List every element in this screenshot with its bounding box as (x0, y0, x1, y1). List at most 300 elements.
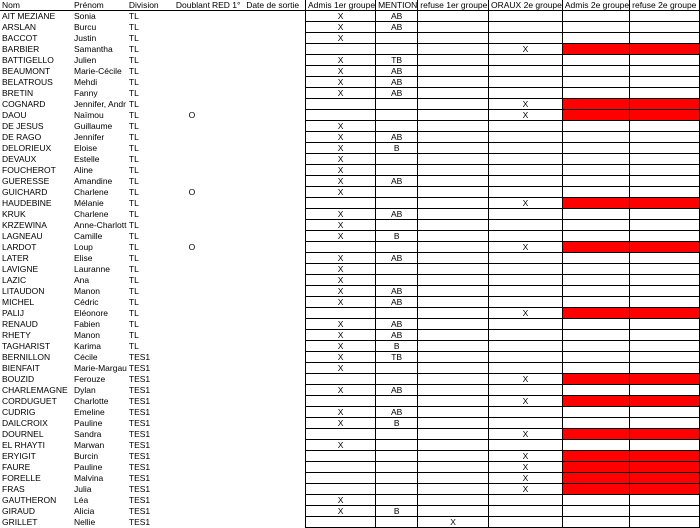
cell-division[interactable]: TES1 (128, 440, 151, 450)
cell-prenom[interactable]: Samantha (74, 44, 113, 54)
cell-doublant[interactable] (174, 154, 210, 165)
cell-admis-1er-groupe[interactable]: X (305, 209, 375, 220)
cell-refuse-2e-groupe[interactable] (630, 495, 700, 506)
cell-admis-2e-groupe[interactable] (562, 110, 629, 121)
cell-red[interactable] (210, 363, 244, 374)
cell-prenom[interactable]: Amandine (74, 176, 113, 186)
cell-mention[interactable]: AB (376, 253, 418, 264)
cell-prenom[interactable]: Naïmou (74, 110, 104, 120)
cell-nom[interactable]: DE RAGO (2, 132, 42, 142)
cell-nom[interactable]: RHETY (2, 330, 31, 340)
cell-date-sortie[interactable] (244, 44, 305, 55)
cell-nom[interactable]: LAGNEAU (2, 231, 43, 241)
cell-mention[interactable] (376, 275, 418, 286)
cell-doublant[interactable]: O (188, 242, 196, 252)
header-date-sortie[interactable]: Date de sortie (244, 0, 305, 11)
cell-admis-2e-groupe[interactable] (562, 440, 629, 451)
cell-doublant[interactable] (174, 77, 210, 88)
cell-mention[interactable] (376, 165, 418, 176)
cell-admis-1er-groupe[interactable] (305, 396, 375, 407)
cell-division[interactable]: TL (128, 297, 139, 307)
cell-red[interactable] (210, 385, 244, 396)
cell-admis-1er-groupe[interactable]: X (305, 11, 375, 22)
cell-date-sortie[interactable] (244, 11, 305, 22)
cell-division[interactable]: TES1 (128, 374, 151, 384)
cell-refuse-2e-groupe[interactable] (630, 220, 700, 231)
cell-red[interactable] (210, 275, 244, 286)
cell-refuse-2e-groupe[interactable] (630, 462, 700, 473)
cell-refuse-1er-groupe[interactable] (418, 374, 489, 385)
cell-admis-2e-groupe[interactable] (562, 77, 629, 88)
cell-refuse-1er-groupe[interactable] (418, 451, 489, 462)
cell-red[interactable] (210, 132, 244, 143)
cell-refuse-1er-groupe[interactable] (418, 77, 489, 88)
cell-refuse-2e-groupe[interactable] (630, 506, 700, 517)
header-admis-2e-groupe[interactable]: Admis 2e groupe (562, 0, 629, 11)
cell-date-sortie[interactable] (244, 418, 305, 429)
cell-doublant[interactable]: O (188, 187, 196, 197)
cell-oraux-2e-groupe[interactable] (489, 385, 563, 396)
cell-admis-1er-groupe[interactable]: X (305, 187, 375, 198)
cell-nom[interactable]: ERYIGIT (2, 451, 36, 461)
cell-nom[interactable]: BERNILLON (2, 352, 51, 362)
cell-refuse-2e-groupe[interactable] (630, 440, 700, 451)
cell-division[interactable]: TL (128, 22, 139, 32)
cell-admis-2e-groupe[interactable] (562, 385, 629, 396)
cell-admis-2e-groupe[interactable] (562, 165, 629, 176)
cell-oraux-2e-groupe[interactable]: X (489, 374, 563, 385)
cell-oraux-2e-groupe[interactable] (489, 264, 563, 275)
cell-admis-1er-groupe[interactable]: X (305, 275, 375, 286)
cell-doublant[interactable] (174, 484, 210, 495)
cell-oraux-2e-groupe[interactable]: X (489, 462, 563, 473)
cell-refuse-1er-groupe[interactable] (418, 429, 489, 440)
cell-admis-2e-groupe[interactable] (562, 495, 629, 506)
cell-admis-1er-groupe[interactable]: X (305, 33, 375, 44)
cell-admis-1er-groupe[interactable]: X (305, 231, 375, 242)
cell-refuse-1er-groupe[interactable] (418, 88, 489, 99)
cell-doublant[interactable] (174, 286, 210, 297)
cell-red[interactable] (210, 143, 244, 154)
cell-division[interactable]: TES1 (128, 462, 151, 472)
cell-oraux-2e-groupe[interactable] (489, 517, 563, 528)
cell-oraux-2e-groupe[interactable] (489, 495, 563, 506)
cell-mention[interactable]: B (376, 341, 418, 352)
cell-refuse-1er-groupe[interactable] (418, 231, 489, 242)
cell-refuse-1er-groupe[interactable] (418, 407, 489, 418)
cell-nom[interactable]: ARSLAN (2, 22, 37, 32)
cell-division[interactable]: TES1 (128, 484, 151, 494)
cell-refuse-2e-groupe[interactable] (630, 286, 700, 297)
cell-date-sortie[interactable] (244, 121, 305, 132)
cell-admis-1er-groupe[interactable]: X (305, 253, 375, 264)
cell-division[interactable]: TL (128, 121, 139, 131)
cell-admis-1er-groupe[interactable]: X (305, 143, 375, 154)
cell-division[interactable]: TL (128, 220, 139, 230)
cell-date-sortie[interactable] (244, 154, 305, 165)
cell-division[interactable]: TL (128, 110, 139, 120)
cell-red[interactable] (210, 451, 244, 462)
cell-prenom[interactable]: Manon (74, 286, 100, 296)
cell-nom[interactable]: DOURNEL (2, 429, 44, 439)
cell-admis-1er-groupe[interactable]: X (305, 176, 375, 187)
cell-prenom[interactable]: Cédric (74, 297, 99, 307)
cell-admis-2e-groupe[interactable] (562, 319, 629, 330)
cell-mention[interactable] (376, 33, 418, 44)
cell-mention[interactable] (376, 110, 418, 121)
cell-doublant[interactable] (174, 352, 210, 363)
cell-admis-1er-groupe[interactable]: X (305, 297, 375, 308)
cell-refuse-1er-groupe[interactable] (418, 242, 489, 253)
cell-division[interactable]: TL (128, 275, 139, 285)
cell-nom[interactable]: DAOU (2, 110, 27, 120)
cell-oraux-2e-groupe[interactable] (489, 297, 563, 308)
cell-date-sortie[interactable] (244, 363, 305, 374)
cell-refuse-2e-groupe[interactable] (630, 319, 700, 330)
cell-red[interactable] (210, 165, 244, 176)
cell-refuse-1er-groupe[interactable] (418, 99, 489, 110)
cell-admis-1er-groupe[interactable] (305, 517, 375, 528)
cell-refuse-2e-groupe[interactable] (630, 297, 700, 308)
cell-refuse-1er-groupe[interactable] (418, 165, 489, 176)
cell-doublant[interactable] (174, 11, 210, 22)
cell-refuse-1er-groupe[interactable] (418, 330, 489, 341)
cell-refuse-2e-groupe[interactable] (630, 341, 700, 352)
cell-date-sortie[interactable] (244, 308, 305, 319)
cell-prenom[interactable]: Eléonore (74, 308, 109, 318)
header-doublant[interactable]: Doublant (175, 0, 210, 10)
cell-refuse-2e-groupe[interactable] (630, 275, 700, 286)
cell-refuse-2e-groupe[interactable] (630, 143, 700, 154)
cell-prenom[interactable]: Fanny (74, 88, 98, 98)
cell-nom[interactable]: BOUZID (2, 374, 35, 384)
cell-oraux-2e-groupe[interactable]: X (489, 451, 563, 462)
cell-division[interactable]: TL (128, 154, 139, 164)
cell-oraux-2e-groupe[interactable] (489, 286, 563, 297)
cell-date-sortie[interactable] (244, 374, 305, 385)
cell-refuse-2e-groupe[interactable] (630, 363, 700, 374)
cell-nom[interactable]: BELATROUS (2, 77, 53, 87)
header-division[interactable]: Division (127, 0, 174, 11)
cell-doublant[interactable] (174, 418, 210, 429)
cell-admis-2e-groupe[interactable] (562, 99, 629, 110)
cell-admis-1er-groupe[interactable] (305, 308, 375, 319)
cell-admis-2e-groupe[interactable] (562, 253, 629, 264)
cell-doublant[interactable] (174, 176, 210, 187)
cell-prenom[interactable]: Nellie (74, 517, 96, 527)
cell-division[interactable]: TES1 (128, 473, 151, 483)
cell-mention[interactable]: AB (376, 319, 418, 330)
cell-admis-2e-groupe[interactable] (562, 517, 629, 528)
cell-refuse-1er-groupe[interactable] (418, 264, 489, 275)
cell-red[interactable] (210, 374, 244, 385)
cell-refuse-2e-groupe[interactable] (630, 330, 700, 341)
cell-admis-1er-groupe[interactable]: X (305, 330, 375, 341)
cell-refuse-2e-groupe[interactable] (630, 253, 700, 264)
cell-admis-1er-groupe[interactable] (305, 451, 375, 462)
cell-date-sortie[interactable] (244, 506, 305, 517)
cell-admis-2e-groupe[interactable] (562, 275, 629, 286)
cell-date-sortie[interactable] (244, 198, 305, 209)
cell-nom[interactable]: BIENFAIT (2, 363, 40, 373)
cell-prenom[interactable]: Mélanie (74, 198, 104, 208)
cell-nom[interactable]: GAUTHERON (2, 495, 57, 505)
cell-mention[interactable]: B (376, 506, 418, 517)
cell-refuse-1er-groupe[interactable] (418, 418, 489, 429)
cell-red[interactable] (210, 440, 244, 451)
cell-date-sortie[interactable] (244, 77, 305, 88)
cell-date-sortie[interactable] (244, 484, 305, 495)
cell-date-sortie[interactable] (244, 330, 305, 341)
cell-division[interactable]: TES1 (128, 418, 151, 428)
cell-refuse-2e-groupe[interactable] (630, 451, 700, 462)
cell-doublant[interactable] (174, 264, 210, 275)
cell-nom[interactable]: LITAUDON (2, 286, 45, 296)
cell-nom[interactable]: MICHEL (2, 297, 35, 307)
cell-nom[interactable]: GRILLET (2, 517, 38, 527)
cell-mention[interactable] (376, 220, 418, 231)
cell-doublant[interactable] (174, 121, 210, 132)
cell-prenom[interactable]: Jennifer, Andr (74, 99, 126, 109)
cell-mention[interactable] (376, 363, 418, 374)
cell-division[interactable]: TL (128, 66, 139, 76)
cell-admis-1er-groupe[interactable]: X (305, 286, 375, 297)
cell-admis-2e-groupe[interactable] (562, 176, 629, 187)
cell-refuse-2e-groupe[interactable] (630, 429, 700, 440)
cell-admis-2e-groupe[interactable] (562, 407, 629, 418)
cell-date-sortie[interactable] (244, 231, 305, 242)
cell-division[interactable]: TL (128, 308, 139, 318)
cell-oraux-2e-groupe[interactable]: X (489, 99, 563, 110)
cell-prenom[interactable]: Burcu (74, 22, 97, 32)
cell-doublant[interactable] (174, 495, 210, 506)
cell-nom[interactable]: AIT MEZIANE (2, 11, 56, 22)
cell-red[interactable] (210, 517, 244, 528)
cell-doublant[interactable] (174, 385, 210, 396)
cell-admis-1er-groupe[interactable]: X (305, 407, 375, 418)
cell-oraux-2e-groupe[interactable] (489, 55, 563, 66)
cell-admis-2e-groupe[interactable] (562, 22, 629, 33)
cell-refuse-1er-groupe[interactable] (418, 506, 489, 517)
cell-division[interactable]: TL (128, 77, 139, 87)
cell-prenom[interactable]: Anne-Charlott (74, 220, 127, 230)
cell-red[interactable] (210, 407, 244, 418)
cell-refuse-2e-groupe[interactable] (630, 55, 700, 66)
cell-prenom[interactable]: Marwan (74, 440, 105, 450)
cell-nom[interactable]: EL RHAYTI (2, 440, 45, 450)
cell-date-sortie[interactable] (244, 242, 305, 253)
cell-refuse-1er-groupe[interactable] (418, 220, 489, 231)
cell-prenom[interactable]: Camille (74, 231, 103, 241)
cell-date-sortie[interactable] (244, 462, 305, 473)
cell-refuse-2e-groupe[interactable] (630, 176, 700, 187)
cell-doublant[interactable] (174, 319, 210, 330)
cell-red[interactable] (210, 154, 244, 165)
cell-division[interactable]: TES1 (128, 363, 151, 373)
cell-oraux-2e-groupe[interactable] (489, 506, 563, 517)
cell-refuse-2e-groupe[interactable] (630, 407, 700, 418)
cell-doublant[interactable] (174, 429, 210, 440)
cell-date-sortie[interactable] (244, 132, 305, 143)
cell-date-sortie[interactable] (244, 187, 305, 198)
cell-nom[interactable]: LAVIGNE (2, 264, 39, 274)
cell-admis-2e-groupe[interactable] (562, 396, 629, 407)
cell-mention[interactable]: B (376, 231, 418, 242)
cell-date-sortie[interactable] (244, 55, 305, 66)
cell-refuse-2e-groupe[interactable] (630, 88, 700, 99)
cell-division[interactable]: TL (128, 44, 139, 54)
cell-doublant[interactable] (174, 99, 210, 110)
cell-admis-2e-groupe[interactable] (562, 242, 629, 253)
cell-red[interactable] (210, 495, 244, 506)
cell-admis-2e-groupe[interactable] (562, 264, 629, 275)
cell-date-sortie[interactable] (244, 385, 305, 396)
cell-oraux-2e-groupe[interactable] (489, 121, 563, 132)
cell-division[interactable]: TES1 (128, 385, 151, 395)
cell-doublant[interactable] (174, 55, 210, 66)
cell-oraux-2e-groupe[interactable]: X (489, 242, 563, 253)
cell-red[interactable] (210, 44, 244, 55)
cell-refuse-2e-groupe[interactable] (630, 352, 700, 363)
cell-admis-1er-groupe[interactable]: X (305, 220, 375, 231)
cell-doublant[interactable] (174, 297, 210, 308)
cell-division[interactable]: TL (128, 176, 139, 186)
cell-oraux-2e-groupe[interactable] (489, 275, 563, 286)
cell-admis-2e-groupe[interactable] (562, 33, 629, 44)
cell-admis-2e-groupe[interactable] (562, 121, 629, 132)
cell-admis-1er-groupe[interactable]: X (305, 385, 375, 396)
cell-prenom[interactable]: Karima (74, 341, 101, 351)
cell-prenom[interactable]: Marie-Margau (74, 363, 127, 373)
cell-prenom[interactable]: Dylan (74, 385, 96, 395)
cell-refuse-1er-groupe[interactable] (418, 308, 489, 319)
cell-refuse-1er-groupe[interactable] (418, 121, 489, 132)
cell-division[interactable]: TL (128, 187, 139, 197)
cell-prenom[interactable]: Alicia (74, 506, 95, 516)
cell-mention[interactable] (376, 429, 418, 440)
cell-red[interactable] (210, 319, 244, 330)
cell-refuse-1er-groupe[interactable] (418, 319, 489, 330)
cell-red[interactable] (210, 286, 244, 297)
cell-nom[interactable]: BARBIER (2, 44, 40, 54)
cell-oraux-2e-groupe[interactable] (489, 253, 563, 264)
cell-date-sortie[interactable] (244, 286, 305, 297)
cell-refuse-1er-groupe[interactable] (418, 176, 489, 187)
cell-division[interactable]: TL (128, 55, 139, 65)
cell-refuse-1er-groupe[interactable] (418, 275, 489, 286)
cell-mention[interactable]: AB (376, 330, 418, 341)
cell-oraux-2e-groupe[interactable]: X (489, 473, 563, 484)
cell-date-sortie[interactable] (244, 319, 305, 330)
cell-nom[interactable]: BATTIGELLO (2, 55, 54, 65)
cell-nom[interactable]: LATER (2, 253, 29, 263)
cell-nom[interactable]: LAZIC (2, 275, 27, 285)
cell-division[interactable]: TES1 (128, 451, 151, 461)
cell-red[interactable] (210, 187, 244, 198)
cell-oraux-2e-groupe[interactable] (489, 220, 563, 231)
cell-division[interactable]: TES1 (128, 506, 151, 516)
cell-mention[interactable] (376, 451, 418, 462)
cell-admis-2e-groupe[interactable] (562, 11, 629, 22)
cell-oraux-2e-groupe[interactable] (489, 440, 563, 451)
cell-date-sortie[interactable] (244, 396, 305, 407)
cell-refuse-1er-groupe[interactable] (418, 385, 489, 396)
cell-doublant[interactable] (174, 407, 210, 418)
cell-mention[interactable]: AB (376, 286, 418, 297)
cell-mention[interactable]: AB (376, 77, 418, 88)
cell-admis-1er-groupe[interactable] (305, 198, 375, 209)
cell-prenom[interactable]: Emeline (74, 407, 105, 417)
cell-refuse-1er-groupe[interactable]: X (418, 517, 489, 528)
cell-doublant[interactable] (174, 341, 210, 352)
cell-refuse-1er-groupe[interactable] (418, 132, 489, 143)
cell-admis-2e-groupe[interactable] (562, 66, 629, 77)
cell-admis-2e-groupe[interactable] (562, 132, 629, 143)
cell-admis-1er-groupe[interactable] (305, 473, 375, 484)
cell-refuse-1er-groupe[interactable] (418, 396, 489, 407)
cell-oraux-2e-groupe[interactable] (489, 77, 563, 88)
cell-admis-1er-groupe[interactable]: X (305, 418, 375, 429)
cell-nom[interactable]: KRUK (2, 209, 26, 219)
header-nom[interactable]: Nom (0, 0, 72, 11)
cell-refuse-2e-groupe[interactable] (630, 308, 700, 319)
cell-doublant[interactable] (174, 132, 210, 143)
cell-prenom[interactable]: Ferouze (74, 374, 106, 384)
cell-doublant[interactable] (174, 396, 210, 407)
cell-admis-1er-groupe[interactable] (305, 99, 375, 110)
cell-date-sortie[interactable] (244, 165, 305, 176)
cell-refuse-2e-groupe[interactable] (630, 11, 700, 22)
cell-prenom[interactable]: Elise (74, 253, 93, 263)
cell-red[interactable] (210, 77, 244, 88)
cell-refuse-1er-groupe[interactable] (418, 110, 489, 121)
cell-prenom[interactable]: Pauline (74, 462, 103, 472)
cell-prenom[interactable]: Loup (74, 242, 93, 252)
cell-refuse-2e-groupe[interactable] (630, 385, 700, 396)
cell-prenom[interactable]: Aline (74, 165, 93, 175)
cell-red[interactable] (210, 264, 244, 275)
cell-oraux-2e-groupe[interactable] (489, 154, 563, 165)
cell-mention[interactable] (376, 99, 418, 110)
cell-doublant[interactable] (174, 462, 210, 473)
cell-red[interactable] (210, 198, 244, 209)
header-refuse-1er-groupe[interactable]: refuse 1er groupe (418, 0, 489, 11)
cell-date-sortie[interactable] (244, 352, 305, 363)
cell-oraux-2e-groupe[interactable] (489, 407, 563, 418)
cell-nom[interactable]: DEVAUX (2, 154, 37, 164)
cell-refuse-2e-groupe[interactable] (630, 77, 700, 88)
cell-admis-1er-groupe[interactable]: X (305, 154, 375, 165)
cell-refuse-2e-groupe[interactable] (630, 66, 700, 77)
cell-red[interactable] (210, 473, 244, 484)
cell-prenom[interactable]: Ana (74, 275, 90, 285)
cell-division[interactable]: TL (128, 209, 139, 219)
cell-red[interactable] (210, 253, 244, 264)
cell-mention[interactable] (376, 154, 418, 165)
cell-mention[interactable] (376, 198, 418, 209)
cell-mention[interactable]: B (376, 418, 418, 429)
cell-doublant[interactable] (174, 330, 210, 341)
cell-division[interactable]: TL (128, 99, 139, 109)
cell-admis-1er-groupe[interactable] (305, 429, 375, 440)
cell-prenom[interactable]: Eloise (74, 143, 98, 153)
cell-red[interactable] (210, 242, 244, 253)
cell-division[interactable]: TL (128, 11, 139, 22)
cell-prenom[interactable]: Charlotte (74, 396, 109, 406)
cell-red[interactable] (210, 506, 244, 517)
cell-date-sortie[interactable] (244, 220, 305, 231)
header-refuse-2e-groupe[interactable]: refuse 2e groupe (630, 0, 700, 11)
